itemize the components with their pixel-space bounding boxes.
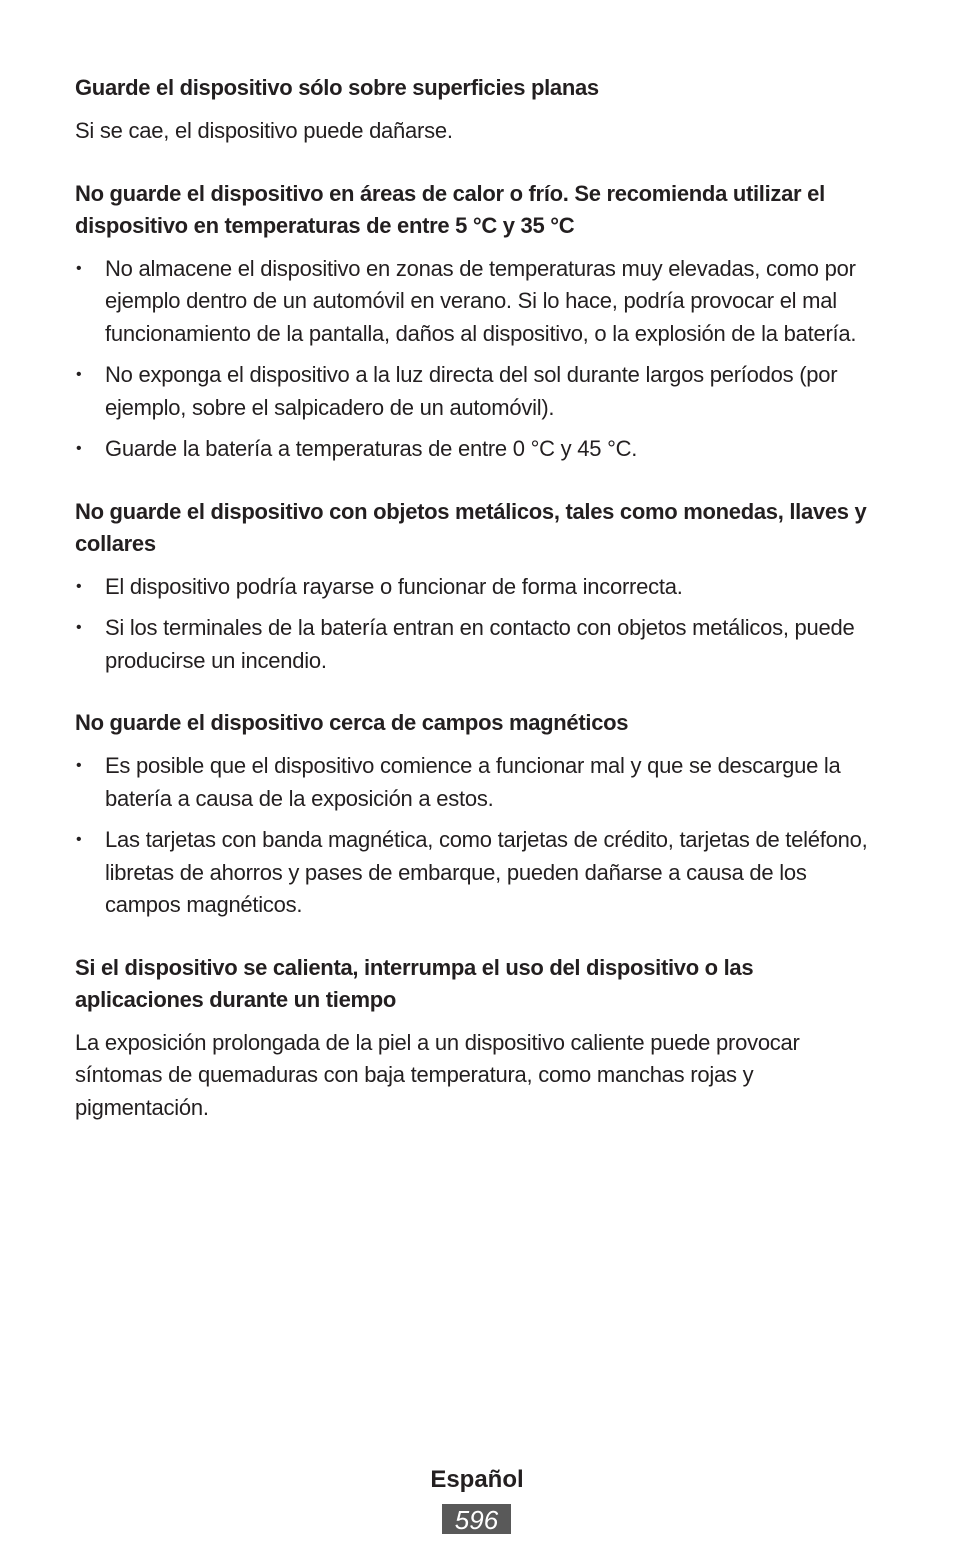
section-flat-surfaces — [75, 72, 885, 148]
bullet-text: Las tarjetas con banda magnética, como tarjetas de crédito, tarjetas de teléfono, libretas de ahorros y pases de embarque, pueden dañarse a causa de los campos magnéticos. — [105, 827, 868, 917]
section-temperature — [75, 178, 885, 466]
page-number-badge: 596 — [442, 1504, 511, 1534]
section-paragraph: Si se cae, el dispositivo puede dañarse. — [75, 118, 453, 143]
section-metal-objects — [75, 496, 885, 678]
section-magnetic-fields — [75, 707, 885, 922]
document-body — [75, 72, 885, 1154]
bullet-item — [75, 750, 885, 815]
bullet-list — [75, 571, 885, 678]
bullet-item — [75, 433, 885, 466]
section-heading: No guarde el dispositivo cerca de campos magnéticos — [75, 710, 629, 735]
section-overheating — [75, 952, 885, 1125]
bullet-item — [75, 571, 885, 604]
bullet-icon: • — [76, 440, 82, 457]
bullet-item — [75, 359, 885, 424]
bullet-icon: • — [76, 619, 82, 636]
bullet-item — [75, 612, 885, 677]
bullet-icon: • — [76, 831, 82, 848]
bullet-icon: • — [76, 259, 82, 277]
bullet-text: El dispositivo podría rayarse o funcionar de forma incorrecta. — [105, 573, 683, 599]
bullet-text: No exponga el dispositivo a la luz directa del sol durante largos períodos (por ejemplo, sobre el salpicadero de un automóvil). — [105, 362, 838, 420]
bullet-item — [75, 824, 885, 922]
section-paragraph: La exposición prolongada de la piel a un dispositivo caliente puede provocar síntomas de quemaduras con baja temperatura, como manchas rojas y pigmentación. — [75, 1029, 800, 1120]
bullet-list — [75, 253, 885, 466]
bullet-icon: • — [76, 366, 82, 383]
section-heading: Guarde el dispositivo sólo sobre superficies planas — [75, 75, 599, 100]
bullet-text: Guarde la batería a temperaturas de entre 0 °C y 45 °C. — [105, 436, 638, 461]
bullet-icon: • — [76, 757, 82, 774]
section-heading: No guarde el dispositivo con objetos metálicos, tales como monedas, llaves y collares — [75, 498, 867, 556]
section-heading: No guarde el dispositivo en áreas de calor o frío. Se recomienda utilizar el dispositivo en temperaturas de entre 5 °C y 35 °C — [75, 180, 825, 238]
bullet-text: Es posible que el dispositivo comience a funcionar mal y que se descargue la batería a causa de la exposición a estos. — [105, 753, 841, 811]
bullet-list — [75, 750, 885, 922]
bullet-text: Si los terminales de la batería entran en contacto con objetos metálicos, puede producirse un incendio. — [105, 615, 855, 673]
bullet-text: No almacene el dispositivo en zonas de temperaturas muy elevadas, como por ejemplo dentro de un automóvil en verano. Si lo hace, podría provocar el mal funcionamiento de la pantalla, daños al dispositivo, o la explosión de la batería. — [105, 255, 857, 346]
footer-language: Español — [430, 1466, 524, 1493]
bullet-item — [75, 253, 885, 351]
bullet-icon: • — [76, 577, 82, 595]
section-heading: Si el dispositivo se calienta, interrumpa el uso del dispositivo o las aplicaciones durante un tiempo — [75, 954, 754, 1012]
